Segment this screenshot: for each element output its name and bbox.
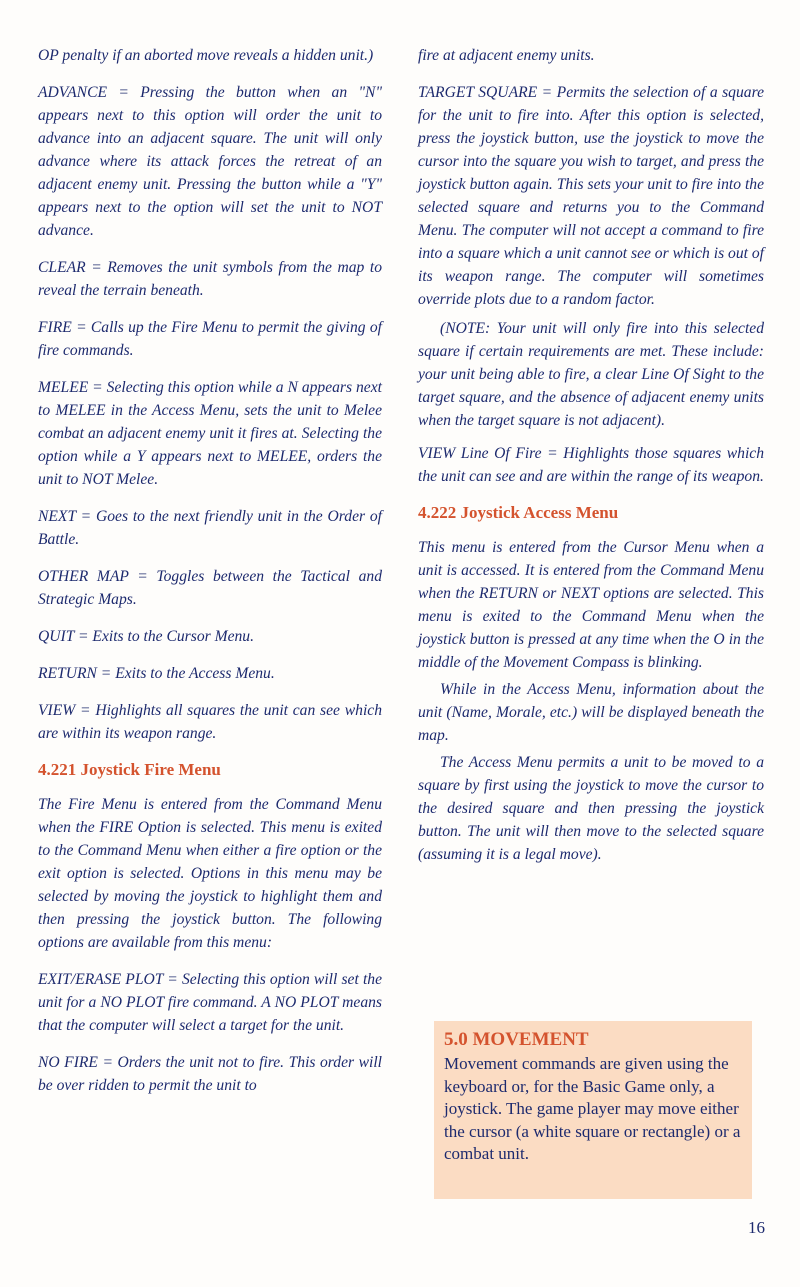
paragraph-quit: QUIT = Exits to the Cursor Menu.: [38, 628, 254, 645]
paragraph-next: NEXT = Goes to the next friendly unit in the Order of Battle.: [38, 508, 382, 548]
paragraph-access-info: While in the Access Menu, information about the unit (Name, Morale, etc.) will be displayed beneath the map.: [418, 681, 764, 744]
paragraph-other-map: OTHER MAP = Toggles between the Tactical and Strategic Maps.: [38, 568, 382, 608]
paragraph-exit-erase-plot: EXIT/ERASE PLOT = Selecting this option will set the unit for a NO PLOT fire command. A NO PLOT means that the computer will select a target for the unit.: [38, 971, 382, 1034]
movement-section-title: 5.0 MOVEMENT: [444, 1029, 589, 1050]
fire-menu-heading: 4.221 Joystick Fire Menu: [38, 760, 221, 779]
paragraph-return: RETURN = Exits to the Access Menu.: [38, 665, 275, 682]
movement-section-box: [434, 1021, 752, 1199]
paragraph-access-menu-intro: This menu is entered from the Cursor Menu when a unit is accessed. It is entered from the Command Menu when the RETURN or NEXT options are selected. This menu is exited to the Command Menu when the joystick button is pressed at any time when the O in the middle of the Movement Compass is blinking.: [418, 539, 764, 671]
paragraph-fire-menu-intro: The Fire Menu is entered from the Command Menu when the FIRE Option is selected. This menu is exited to the Command Menu when either a fire option or the exit option is selected. Options in this menu may be selected by moving the joystick to highlight them and then pressing the joystick button. The following options are available from this menu:: [38, 796, 382, 951]
left-column: [38, 44, 382, 1097]
paragraph-target-square: TARGET SQUARE = Permits the selection of a square for the unit to fire into. After this option is selected, press the joystick button, use the joystick to move the cursor into the square you wish to target, and press the joystick button again. This sets your unit to fire into the selected square and returns you to the Command Menu. The computer will not accept a command to fire into a square which a unit cannot see or which is out of its weapon range. The computer will sometimes override plots due to a random factor.: [418, 84, 764, 308]
paragraph-advance: ADVANCE = Pressing the button when an "N" appears next to this option will order the unit to advance into an adjacent square. The unit will only advance where its attack forces the retreat of an adjacent enemy unit. Pressing the button while a "Y" appears next to the option will set the unit to NOT advance.: [38, 84, 382, 239]
paragraph-melee: MELEE = Selecting this option while a N appears next to MELEE in the Access Menu, sets the unit to Melee combat an adjacent enemy unit it fires at. Selecting the option while a Y appears next to MELEE, orders the unit to NOT Melee.: [38, 379, 382, 488]
paragraph-op-penalty: OP penalty if an aborted move reveals a hidden unit.): [38, 47, 374, 64]
page-number: 16: [748, 1218, 765, 1237]
paragraph-note: (NOTE: Your unit will only fire into this selected square if certain requirements are met. These include: your unit being able to fire, a clear Line Of Sight to the target square, and the absence of adjacent enemy units when the target square is not adjacent).: [418, 320, 764, 429]
right-column: [418, 44, 764, 876]
paragraph-clear: CLEAR = Removes the unit symbols from the map to reveal the terrain beneath.: [38, 259, 382, 299]
paragraph-no-fire: NO FIRE = Orders the unit not to fire. This order will be over ridden to permit the unit to: [38, 1054, 382, 1094]
paragraph-view: VIEW = Highlights all squares the unit can see which are within its weapon range.: [38, 702, 382, 742]
paragraph-fire: FIRE = Calls up the Fire Menu to permit the giving of fire commands.: [38, 319, 382, 359]
paragraph-view-line-of-fire: VIEW Line Of Fire = Highlights those squares which the unit can see and are within the range of its weapon.: [418, 445, 764, 485]
access-menu-heading: 4.222 Joystick Access Menu: [418, 503, 619, 522]
paragraph-access-move: The Access Menu permits a unit to be moved to a square by first using the joystick to move the cursor to the desired square and then pressing the joystick button. The unit will then move to the selected square (assuming it is a legal move).: [418, 754, 764, 863]
paragraph-fire-adjacent: fire at adjacent enemy units.: [418, 47, 595, 64]
movement-section-text: Movement commands are given using the keyboard or, for the Basic Game only, a joystick. The game player may move either the cursor (a white square or rectangle) or a combat unit.: [444, 1054, 741, 1163]
